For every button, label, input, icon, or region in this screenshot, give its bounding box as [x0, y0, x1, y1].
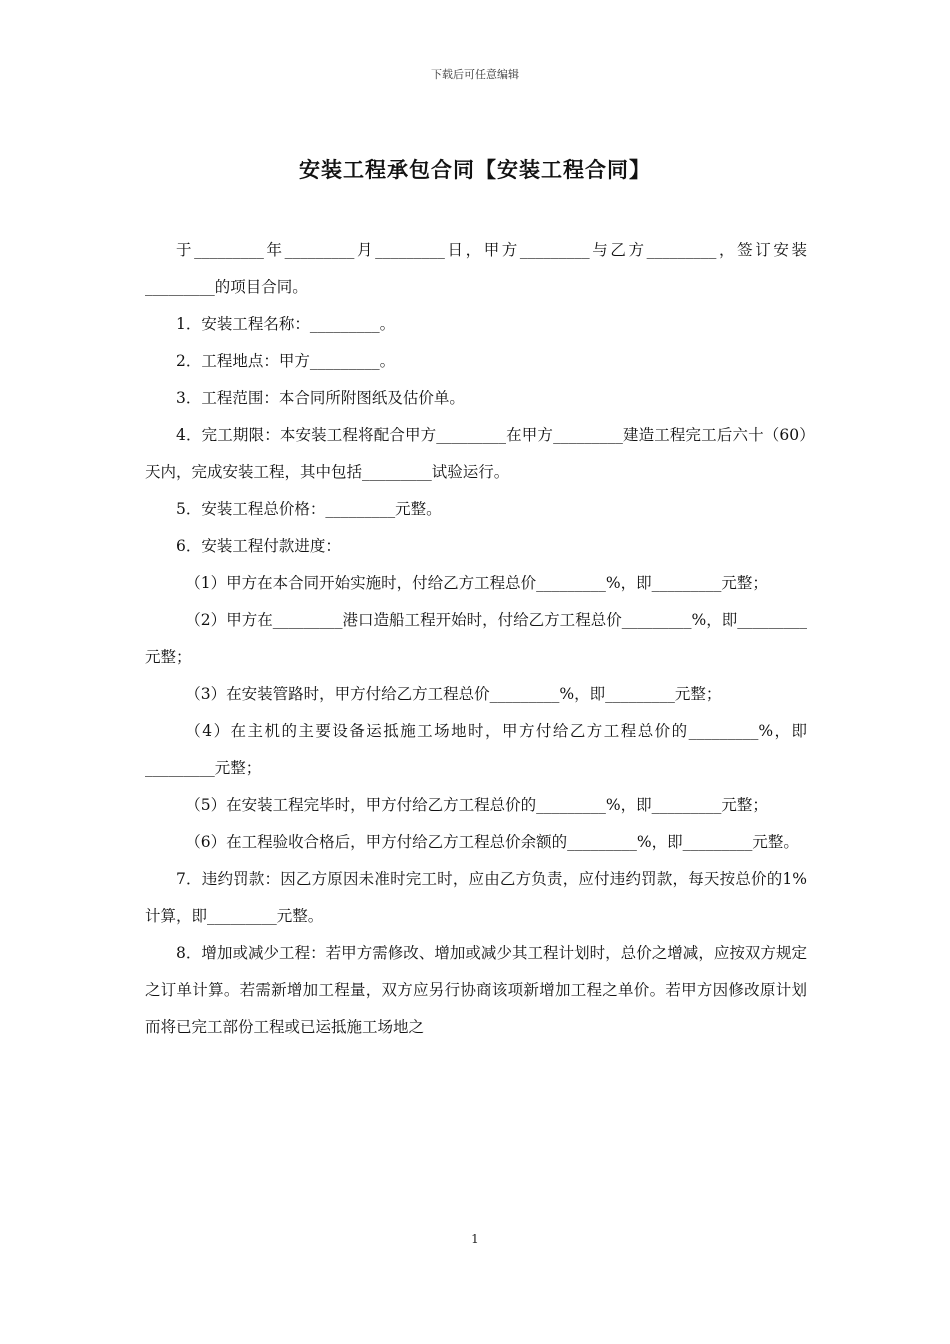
payment-sub-item-2: （2）甲方在_________港口造船工程开始时，付给乙方工程总价_________%，即_________元整； — [145, 611, 807, 666]
paragraph-item-7: 7．违约罚款：因乙方原因未准时完工时，应由乙方负责，应付违约罚款，每天按总价的1%计算，即_________元整。 — [145, 870, 807, 925]
payment-sub-item-5: （5）在安装工程完毕时，甲方付给乙方工程总价的_________%，即_________元整； — [185, 796, 768, 814]
payment-sub-item-1: （1）甲方在本合同开始实施时，付给乙方工程总价_________%，即_________元整； — [185, 574, 768, 592]
paragraph-item-6: 6．安装工程付款进度： — [176, 537, 341, 555]
payment-sub-item-3: （3）在安装管路时，甲方付给乙方工程总价_________%，即_________元整； — [185, 685, 722, 703]
payment-sub-item-6: （6）在工程验收合格后，甲方付给乙方工程总价余额的_________%，即_________元整。 — [185, 833, 799, 851]
paragraph-item-8: 8．增加或减少工程：若甲方需修改、增加或减少其工程计划时，总价之增减，应按双方规定之订单计算。若需新增加工程量，双方应另行协商该项新增加工程之单价。若甲方因修改原计划而将已完工部份工程或已运抵施工场地之 — [145, 944, 807, 1036]
paragraph-item-2: 2．工程地点：甲方_________。 — [176, 352, 396, 370]
document-body — [145, 232, 807, 1046]
paragraph-item-1: 1．安装工程名称：_________。 — [176, 315, 396, 333]
header-note: 下载后可任意编辑 — [431, 68, 519, 81]
paragraph-item-5: 5．安装工程总价格：_________元整。 — [176, 500, 442, 518]
paragraph-item-4: 4．完工期限：本安装工程将配合甲方_________在甲方_________建造工程完工后六十（60）天内，完成安装工程，其中包括_________试验运行。 — [145, 426, 807, 481]
document-title: 安装工程承包合同【安装工程合同】 — [299, 157, 651, 182]
page-number: 1 — [471, 1232, 479, 1246]
payment-sub-item-4: （4）在主机的主要设备运抵施工场地时，甲方付给乙方工程总价的_________%，即_________元整； — [145, 722, 807, 777]
paragraph-intro: 于_________年_________月_________日，甲方_________与乙方_________，签订安装_________的项目合同。 — [145, 241, 807, 296]
paragraph-item-3: 3．工程范围：本合同所附图纸及估价单。 — [176, 389, 465, 407]
